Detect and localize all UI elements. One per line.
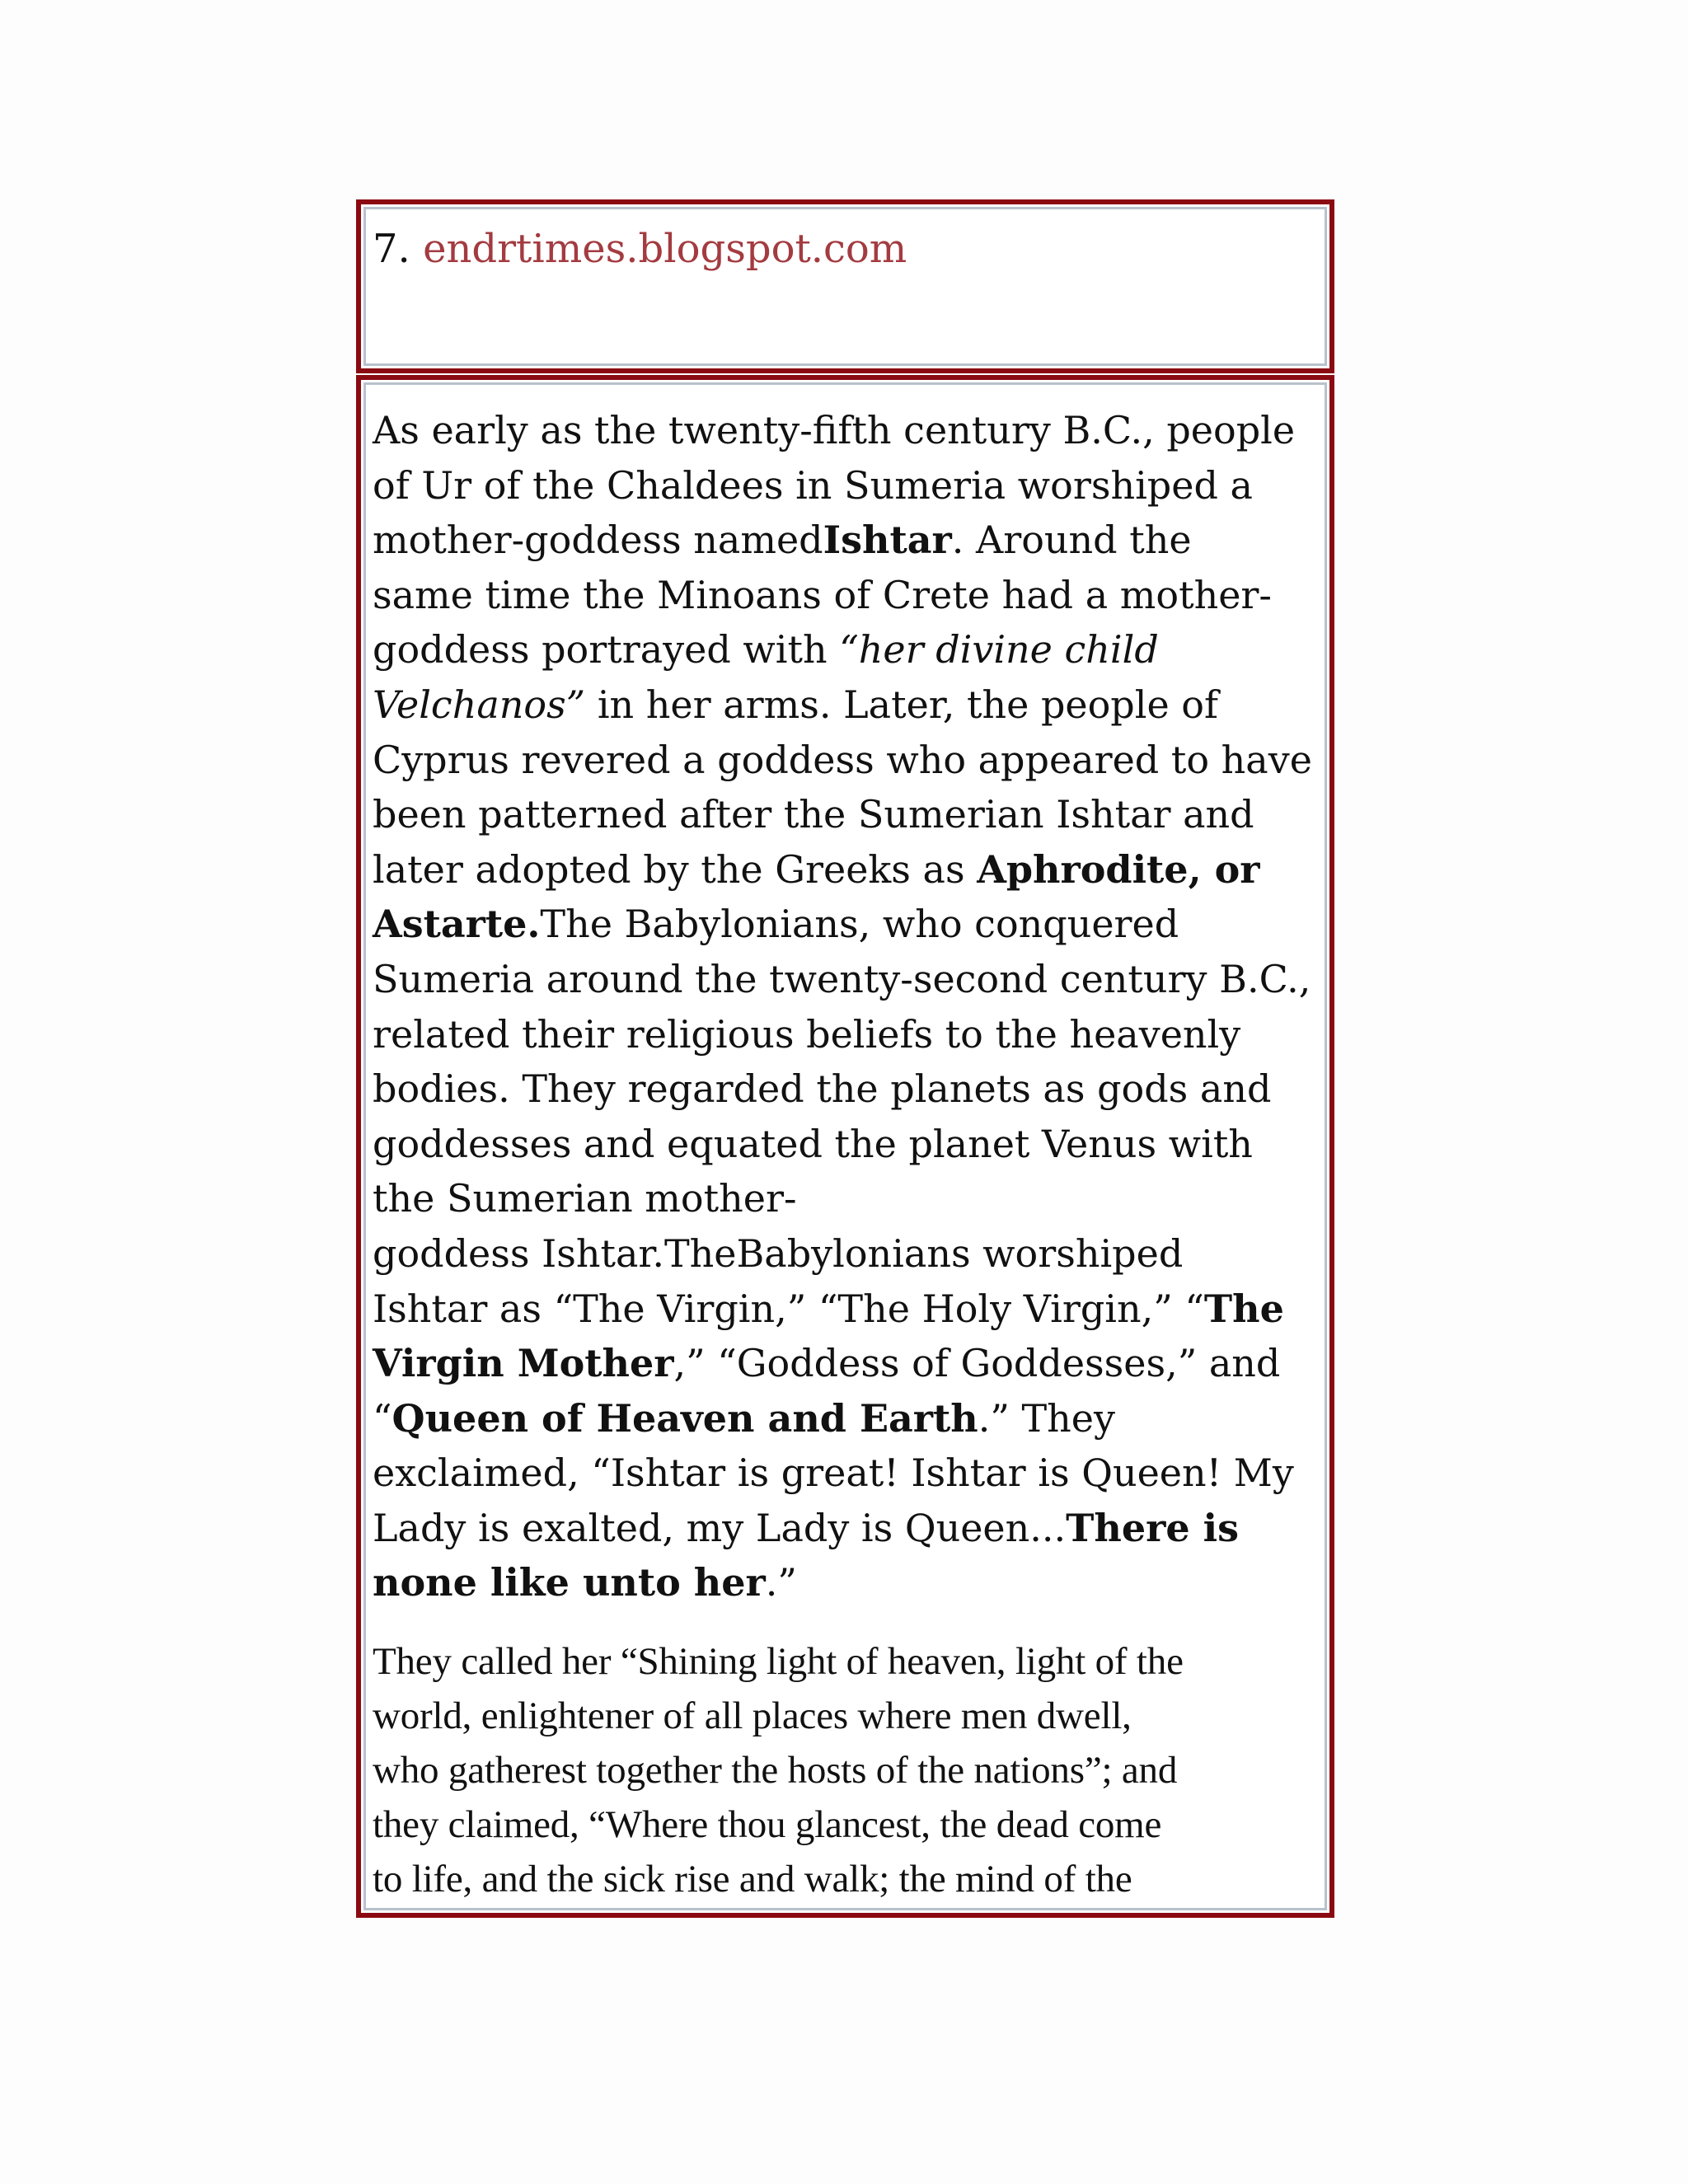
paragraph-line: [373, 403, 1327, 458]
text-run: in her arms. Later, the people of: [585, 682, 1219, 727]
paragraph-line: [373, 458, 1327, 513]
paragraph-line: [373, 1282, 1327, 1337]
paragraph-line: [373, 1446, 1327, 1501]
paragraph-line: they claimed, “Where thou glancest, the dead come: [373, 1803, 1162, 1846]
text-run: mother-goddess named: [373, 518, 823, 563]
source-number: 7.: [373, 226, 410, 272]
text-run: .” They: [978, 1395, 1116, 1441]
text-run: exclaimed, “Ishtar is great! Ishtar is Queen! My: [373, 1451, 1294, 1496]
paragraph-line: [373, 1226, 1327, 1282]
paragraph-line: to life, and the sick rise and walk; the mind of the: [373, 1858, 1132, 1900]
paragraph-line: world, enlightener of all places where men dwell,: [373, 1694, 1132, 1737]
paragraph-line: [373, 1501, 1327, 1556]
bold-text: Aphrodite, or: [977, 846, 1260, 892]
text-run: related their religious beliefs to the heavenly: [373, 1011, 1241, 1057]
text-run: Cyprus revered a goddess who appeared to have: [373, 737, 1312, 782]
bold-text: Astarte.: [373, 902, 541, 947]
paragraph-line: [373, 677, 1327, 733]
text-run: . Around the: [951, 518, 1192, 563]
text-run: bodies. They regarded the planets as gods and: [373, 1066, 1272, 1112]
paragraph-line: [373, 897, 1327, 952]
paragraph-line: [373, 1062, 1327, 1117]
body-text-cell: [356, 375, 1334, 1918]
paragraph-line: [373, 1171, 1327, 1226]
bold-text: There is: [1066, 1505, 1239, 1550]
paragraph-shining-light: [373, 1634, 1327, 1906]
source-header-cell: [356, 199, 1334, 373]
paragraph-line: [373, 787, 1327, 842]
bold-text: Virgin Mother: [373, 1341, 674, 1386]
text-run: of Ur of the Chaldees in Sumeria worshiped a: [373, 462, 1253, 508]
text-run: Sumeria around the twenty-second century B.C.,: [373, 956, 1311, 1001]
italic-text: Velchanos”: [373, 682, 586, 727]
source-header-inner: [363, 207, 1327, 366]
text-run: the Sumerian mother-: [373, 1176, 797, 1221]
paragraph-line: [373, 622, 1327, 677]
text-run: .”: [765, 1560, 797, 1605]
paragraph-line: [373, 842, 1327, 898]
source-line: [373, 224, 907, 274]
italic-text: “her divine child: [839, 627, 1159, 673]
text-run: ,” “Goddess of Goddesses,” and: [673, 1341, 1281, 1386]
paragraph-line: [373, 568, 1327, 623]
paragraph-line: [373, 1391, 1327, 1446]
text-run: later adopted by the Greeks as: [373, 846, 978, 892]
text-run: goddess Ishtar.TheBabylonians worshiped: [373, 1230, 1184, 1276]
body-text-inner: [363, 382, 1327, 1910]
text-run: goddesses and equated the planet Venus with: [373, 1121, 1253, 1166]
text-run: goddess portrayed with: [373, 627, 840, 673]
text-run: As early as the twenty-fifth century B.C., people: [373, 408, 1296, 452]
text-run: The Babylonians, who conquered: [540, 902, 1179, 947]
paragraph-line: [373, 733, 1327, 788]
paragraph-ishtar: [373, 403, 1327, 1610]
paragraph-line: [373, 952, 1327, 1007]
source-link[interactable]: endrtimes.blogspot.com: [423, 226, 907, 272]
text-run: Ishtar as “The Virgin,” “The Holy Virgin,” “: [373, 1286, 1204, 1331]
bold-text: none like unto her: [373, 1560, 766, 1605]
text-run: same time the Minoans of Crete had a mother-: [373, 572, 1272, 617]
paragraph-line: They called her “Shining light of heaven, light of the: [373, 1640, 1184, 1683]
bold-text: Queen of Heaven and Earth: [392, 1395, 978, 1441]
paragraph-line: who gatherest together the hosts of the nations”; and: [373, 1749, 1178, 1792]
paragraph-line: [373, 1336, 1327, 1391]
bold-text: The: [1203, 1286, 1284, 1331]
paragraph-line: [373, 1117, 1327, 1172]
paragraph-line: [373, 513, 1327, 568]
bold-text: Ishtar: [823, 518, 952, 563]
paragraph-line: [373, 1007, 1327, 1062]
text-run: Lady is exalted, my Lady is Queen...: [373, 1505, 1067, 1550]
text-run: “: [373, 1395, 392, 1441]
paragraph-line: [373, 1555, 1327, 1610]
text-run: been patterned after the Sumerian Ishtar and: [373, 792, 1254, 837]
